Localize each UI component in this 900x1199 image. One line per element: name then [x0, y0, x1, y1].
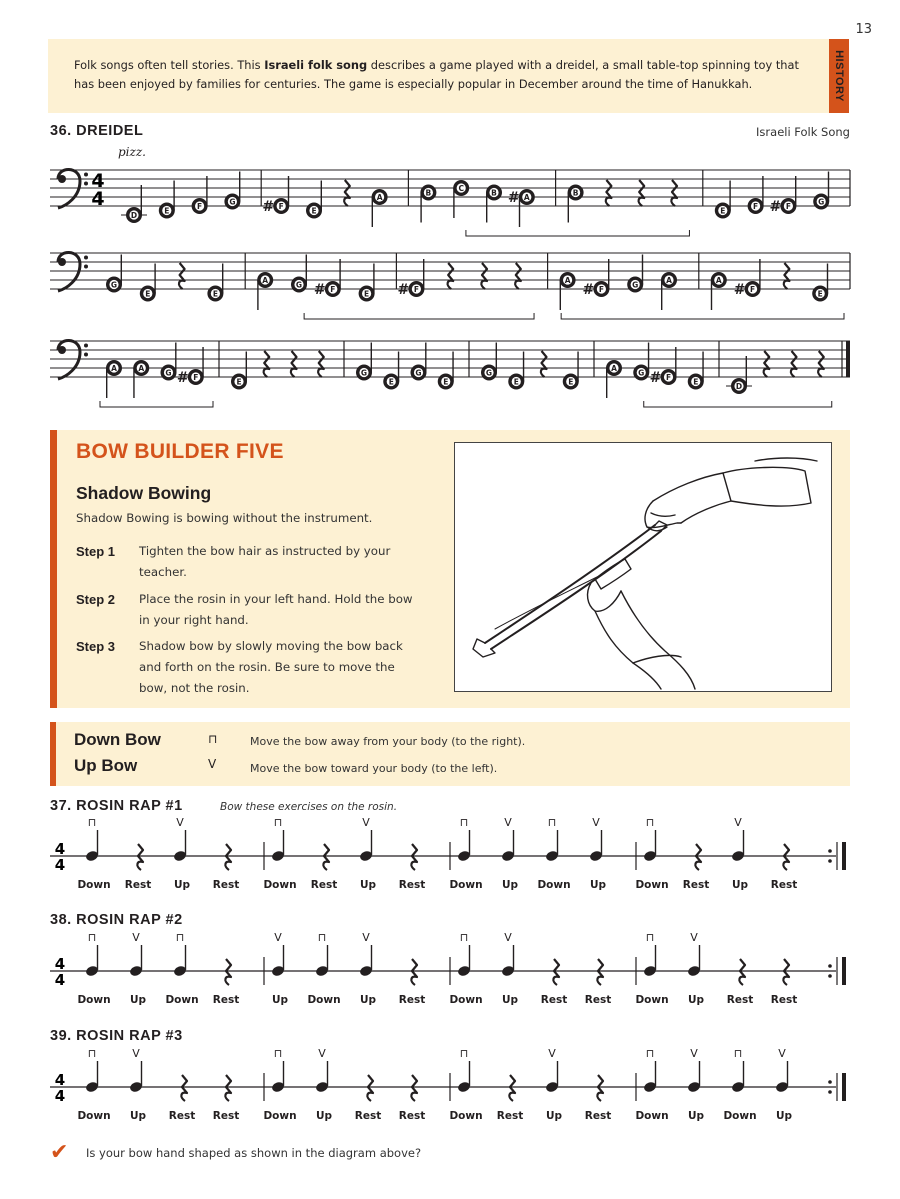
bow-stroke-label: Rest [540, 994, 568, 1006]
page-number: 13 [855, 22, 872, 37]
note-letter: B [491, 188, 497, 198]
quarter-rest [739, 959, 745, 985]
note-letter: F [330, 284, 336, 294]
bass-clef-icon [84, 256, 88, 260]
bow-stroke-label: Rest [584, 994, 612, 1006]
bow-stroke-label: Rest [398, 1110, 426, 1122]
rosin-rap-2-staff [50, 931, 850, 1011]
repeat-dot [828, 974, 832, 978]
sharp-icon: # [507, 190, 520, 206]
note-letter: A [715, 275, 722, 285]
step-2-text: Place the rosin in your left hand. Hold the bow in your right hand. [139, 592, 413, 627]
note-letter: B [425, 188, 432, 198]
bow-stroke-label: Up [129, 1110, 147, 1122]
note-letter: F [413, 284, 419, 294]
note-letter: G [485, 368, 493, 378]
up-bow-icon: V [318, 1047, 326, 1060]
note-letter: G [632, 280, 639, 290]
repeat-dot [828, 859, 832, 863]
note-letter: G [360, 368, 368, 378]
exercise-37-note: Bow these exercises on the rosin. [220, 801, 398, 813]
note-letter: A [611, 363, 617, 373]
note-letter: E [388, 377, 394, 387]
phrase-bracket [466, 230, 690, 236]
down-bow-icon: ⊓ [273, 816, 283, 829]
quarter-rest [181, 1075, 187, 1101]
rosin-rap-1-staff [50, 816, 850, 896]
quarter-rest [411, 959, 417, 985]
note-letter: F [785, 201, 791, 211]
down-bow-icon: ⊓ [273, 1047, 283, 1060]
bow-builder-panel [50, 430, 850, 708]
bow-stroke-label: Rest [770, 879, 798, 891]
down-bow-text: Move the bow away from your body (to the right). [250, 735, 526, 748]
note-letter: E [443, 377, 449, 387]
note-letter: E [513, 377, 519, 387]
checkmark-icon: ✔ [50, 1140, 69, 1165]
note-letter: D [130, 210, 138, 220]
note-letter: E [212, 289, 218, 299]
bow-stroke-label: Up [731, 879, 749, 891]
down-bow-label: Down Bow [74, 730, 161, 749]
time-signature-top: 4 [54, 1071, 66, 1089]
quarter-rest [291, 351, 297, 377]
sharp-icon: # [176, 370, 189, 386]
bow-stroke-label: Up [687, 994, 705, 1006]
sharp-icon: # [397, 282, 410, 298]
up-bow-icon: V [548, 1047, 556, 1060]
quarter-rest [411, 1075, 417, 1101]
note-letter: F [193, 372, 199, 382]
bow-stroke-label: Up [589, 879, 607, 891]
note-letter: G [415, 368, 422, 378]
up-bow-icon: V [504, 816, 512, 829]
time-signature-bottom: 4 [91, 188, 105, 210]
up-bow-icon: V [690, 931, 698, 944]
sharp-icon: # [582, 282, 595, 298]
dreidel-staff-3 [50, 331, 850, 411]
bow-stroke-label: Up [271, 994, 289, 1006]
bow-stroke-label: Rest [584, 1110, 612, 1122]
sharp-icon: # [313, 282, 326, 298]
up-bow-icon: V [274, 931, 282, 944]
note-letter: A [262, 275, 269, 285]
step-3-label: Step 3 [76, 639, 116, 654]
bow-stroke-label: Down [77, 994, 111, 1006]
history-text: Folk songs often tell stories. This Israeli folk song describes a game played with a dreidel, a small table-top spinning toy that has been enjoyed by families for centuries. The game is especially popular in December around the time of Hanukkah. [74, 58, 799, 91]
bow-stroke-label: Down [449, 879, 483, 891]
bow-stroke-label: Down [263, 879, 297, 891]
bow-stroke-label: Rest [726, 994, 754, 1006]
note-letter: F [750, 284, 756, 294]
repeat-dot [828, 849, 832, 853]
quarter-rest [225, 1075, 231, 1101]
down-bow-icon: ⊓ [645, 1047, 655, 1060]
bow-stroke-label: Down [635, 879, 669, 891]
bow-stroke-label: Rest [212, 1110, 240, 1122]
up-bow-icon: V [176, 816, 184, 829]
bass-clef-icon [84, 353, 88, 357]
quarter-rest [597, 959, 603, 985]
quarter-rest [639, 180, 645, 206]
note-letter: A [111, 363, 117, 373]
exercise-36-title: 36. DREIDEL [50, 123, 144, 139]
quarter-rest [318, 351, 324, 377]
up-bow-icon: V [592, 816, 600, 829]
down-bow-icon: ⊓ [87, 816, 97, 829]
up-bow-icon: V [208, 757, 217, 771]
sharp-icon: # [649, 370, 662, 386]
repeat-dot [828, 964, 832, 968]
pizz-marking: pizz. [118, 145, 146, 159]
note-letter: A [138, 363, 145, 373]
quarter-rest [411, 844, 417, 870]
up-bow-text: Move the bow toward your body (to the left). [250, 762, 498, 775]
quarter-rest [481, 263, 487, 289]
dreidel-staff-2 [50, 243, 850, 318]
bow-stroke-label: Down [77, 1110, 111, 1122]
bow-stroke-label: Rest [398, 879, 426, 891]
quarter-rest [553, 959, 559, 985]
note-letter: G [229, 197, 236, 207]
bow-stroke-label: Up [359, 994, 377, 1006]
quarter-rest [225, 959, 231, 985]
bow-stroke-label: Down [307, 994, 341, 1006]
up-bow-icon: V [504, 931, 512, 944]
step-1-text: Tighten the bow hair as instructed by your teacher. [139, 544, 391, 579]
bow-stroke-label: Up [501, 994, 519, 1006]
bow-stroke-label: Rest [168, 1110, 196, 1122]
step-3-text: Shadow bow by slowly moving the bow back and forth on the rosin. Be sure to move the bow, not the rosin. [139, 639, 403, 695]
quarter-rest [179, 263, 185, 289]
quarter-rest [791, 351, 797, 377]
step-2-label: Step 2 [76, 592, 116, 607]
quarter-rest [606, 180, 612, 206]
time-signature-top: 4 [54, 955, 66, 973]
quarter-rest [225, 844, 231, 870]
note-letter: F [278, 201, 284, 211]
up-bow-icon: V [362, 931, 370, 944]
note-letter: E [817, 289, 823, 299]
bow-stroke-label: Rest [496, 1110, 524, 1122]
bow-stroke-label: Down [165, 994, 199, 1006]
quarter-rest [323, 844, 329, 870]
exercise-38-title: 38. ROSIN RAP #2 [50, 912, 183, 928]
history-box [48, 39, 849, 113]
note-letter: A [376, 192, 383, 202]
quarter-rest [695, 844, 701, 870]
up-bow-icon: V [778, 1047, 786, 1060]
note-letter: F [598, 284, 604, 294]
note-letter: F [197, 201, 203, 211]
bow-stroke-label: Up [687, 1110, 705, 1122]
time-signature-top: 4 [54, 840, 66, 858]
quarter-rest [671, 180, 677, 206]
bow-stroke-label: Down [537, 879, 571, 891]
note-letter: E [145, 289, 151, 299]
quarter-rest [597, 1075, 603, 1101]
up-bow-icon: V [132, 931, 140, 944]
sharp-icon: # [262, 199, 275, 215]
bow-builder-intro: Shadow Bowing is bowing without the instrument. [76, 511, 373, 525]
down-bow-icon: ⊓ [645, 931, 655, 944]
bow-stroke-label: Rest [682, 879, 710, 891]
note-letter: E [720, 206, 726, 216]
bow-stroke-label: Up [545, 1110, 563, 1122]
quarter-rest [448, 263, 454, 289]
bow-stroke-label: Up [775, 1110, 793, 1122]
bow-stroke-label: Down [723, 1110, 757, 1122]
bow-stroke-label: Down [263, 1110, 297, 1122]
note-letter: E [568, 377, 574, 387]
bow-builder-title: BOW BUILDER FIVE [76, 440, 284, 463]
quarter-rest [818, 351, 824, 377]
repeat-dot [828, 1080, 832, 1084]
checkpoint-question: Is your bow hand shaped as shown in the diagram above? [86, 1146, 422, 1160]
exercise-39-title: 39. ROSIN RAP #3 [50, 1028, 183, 1044]
bow-stroke-label: Rest [124, 879, 152, 891]
down-bow-icon: ⊓ [208, 732, 218, 746]
quarter-rest [367, 1075, 373, 1101]
time-signature-bottom: 4 [54, 1087, 66, 1105]
note-letter: G [818, 197, 825, 207]
exercise-37-title: 37. ROSIN RAP #1 [50, 798, 183, 814]
accent-bar [50, 722, 56, 786]
up-bow-icon: V [362, 816, 370, 829]
up-bow-label: Up Bow [74, 756, 138, 775]
bow-stroke-label: Rest [354, 1110, 382, 1122]
bow-builder-subtitle: Shadow Bowing [76, 483, 212, 503]
down-bow-icon: ⊓ [175, 931, 185, 944]
exercise-36-composer: Israeli Folk Song [756, 125, 850, 139]
up-bow-icon: V [734, 816, 742, 829]
note-letter: B [572, 188, 579, 198]
down-bow-icon: ⊓ [459, 816, 469, 829]
bow-stroke-label: Up [129, 994, 147, 1006]
time-signature-top: 4 [91, 170, 105, 192]
note-letter: G [638, 368, 645, 378]
down-bow-icon: ⊓ [87, 931, 97, 944]
sharp-icon: # [769, 199, 782, 215]
quarter-rest [784, 263, 790, 289]
hands-bow-rosin-icon [455, 443, 831, 691]
quarter-rest [541, 351, 547, 377]
note-letter: G [165, 368, 172, 378]
bow-stroke-label: Rest [398, 994, 426, 1006]
quarter-rest [783, 844, 789, 870]
rosin-rap-3-staff [50, 1047, 850, 1127]
bow-stroke-label: Up [501, 879, 519, 891]
phrase-bracket [100, 401, 213, 407]
bass-clef-icon [84, 173, 88, 177]
bow-stroke-label: Down [449, 1110, 483, 1122]
bow-stroke-label: Up [315, 1110, 333, 1122]
note-letter: A [523, 192, 530, 202]
bow-stroke-label: Rest [212, 879, 240, 891]
bass-clef-icon [84, 344, 88, 348]
bow-stroke-label: Down [77, 879, 111, 891]
note-letter: D [735, 381, 743, 391]
quarter-rest [137, 844, 143, 870]
quarter-rest [515, 263, 521, 289]
down-bow-icon: ⊓ [733, 1047, 743, 1060]
bow-stroke-label: Up [173, 879, 191, 891]
bow-stroke-label: Rest [770, 994, 798, 1006]
bow-direction-panel [50, 722, 850, 786]
accent-bar [50, 430, 57, 708]
bass-clef-icon [84, 182, 88, 186]
up-bow-icon: V [132, 1047, 140, 1060]
note-letter: A [666, 275, 672, 285]
bow-stroke-label: Down [635, 994, 669, 1006]
note-letter: E [164, 206, 170, 216]
quarter-rest [344, 180, 350, 206]
down-bow-icon: ⊓ [459, 931, 469, 944]
down-bow-icon: ⊓ [317, 931, 327, 944]
note-letter: E [693, 377, 699, 387]
bow-stroke-label: Rest [212, 994, 240, 1006]
down-bow-icon: ⊓ [87, 1047, 97, 1060]
sharp-icon: # [733, 282, 746, 298]
repeat-dot [828, 1090, 832, 1094]
down-bow-icon: ⊓ [645, 816, 655, 829]
step-1-label: Step 1 [76, 544, 116, 559]
note-letter: F [665, 372, 672, 382]
bow-stroke-label: Down [635, 1110, 669, 1122]
bow-stroke-label: Down [449, 994, 483, 1006]
phrase-bracket [304, 313, 534, 319]
note-letter: C [458, 183, 464, 193]
note-letter: E [236, 377, 242, 387]
time-signature-bottom: 4 [54, 971, 66, 989]
note-letter: E [364, 289, 370, 299]
phrase-bracket [644, 401, 832, 407]
note-letter: E [311, 206, 317, 216]
dreidel-staff-1 [50, 160, 850, 235]
down-bow-icon: ⊓ [547, 816, 557, 829]
time-signature-bottom: 4 [54, 856, 66, 874]
quarter-rest [783, 959, 789, 985]
quarter-rest [509, 1075, 515, 1101]
bass-clef-icon [84, 265, 88, 269]
quarter-rest [764, 351, 770, 377]
bow-stroke-label: Up [359, 879, 377, 891]
shadow-bowing-illustration [454, 442, 832, 692]
bow-stroke-label: Rest [310, 879, 338, 891]
up-bow-icon: V [690, 1047, 698, 1060]
note-letter: G [295, 280, 303, 290]
quarter-rest [264, 351, 270, 377]
note-letter: A [564, 275, 571, 285]
history-tab: HISTORY [829, 39, 849, 113]
note-letter: F [753, 201, 759, 211]
phrase-bracket [561, 313, 844, 319]
note-letter: G [110, 280, 118, 290]
down-bow-icon: ⊓ [459, 1047, 469, 1060]
